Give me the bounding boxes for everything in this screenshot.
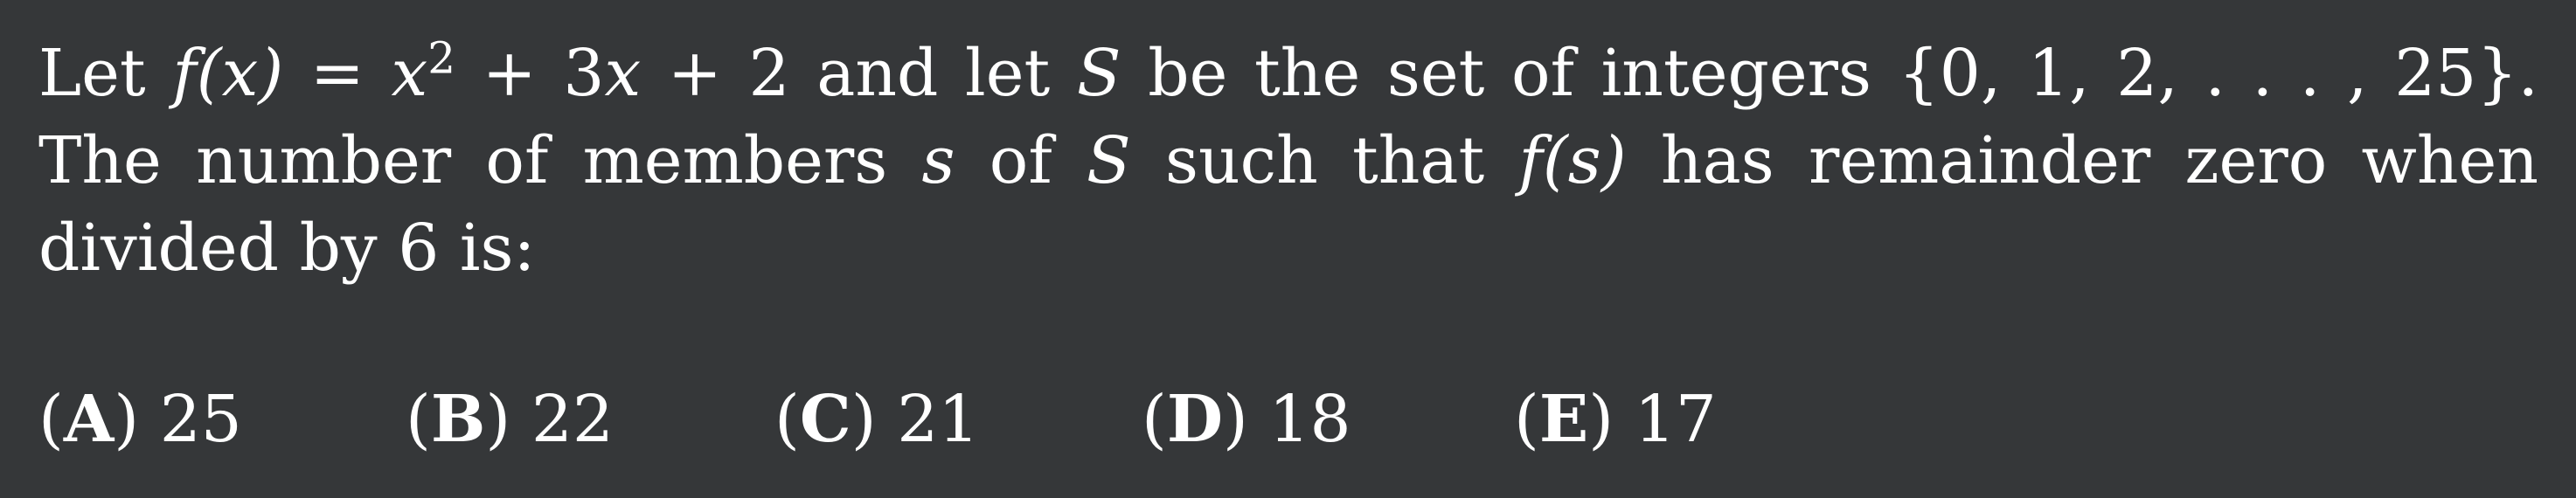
problem-statement [38, 30, 2538, 292]
stem-text: has remainder zero when divided by 6 is: [38, 123, 2538, 286]
variable-x: x [604, 36, 642, 111]
problem-stem [38, 30, 2538, 292]
choice-value: 17 [1634, 382, 1717, 457]
variable-x: x [391, 36, 428, 111]
stem-text: of [955, 123, 1087, 198]
set-S: S [1087, 123, 1131, 198]
function-f-of-x: f(x) [172, 36, 284, 111]
choice-c[interactable]: (C) 21 [774, 382, 980, 457]
set-S: S [1076, 36, 1121, 111]
choice-value: 25 [159, 382, 242, 457]
stem-text: + 3 [455, 36, 605, 111]
equals-sign: = [283, 36, 392, 111]
choice-e[interactable]: (E) 17 [1514, 382, 1717, 457]
choice-d[interactable]: (D) 18 [1142, 382, 1351, 457]
choice-a[interactable]: (A) 25 [38, 382, 242, 457]
stem-text: Let [38, 36, 173, 111]
stem-text: be the set of integers {0, 1, 2, . . . , 25}. The number of members [38, 36, 2538, 198]
function-f-of-s: f(s) [1518, 123, 1627, 198]
variable-s: s [921, 123, 955, 198]
choice-label: D [1166, 382, 1224, 457]
choice-b[interactable]: (B) 22 [406, 382, 614, 457]
choice-value: 21 [897, 382, 980, 457]
choice-label: A [63, 382, 115, 457]
choice-value: 18 [1268, 382, 1351, 457]
choice-value: 22 [531, 382, 614, 457]
stem-text: such that [1130, 123, 1519, 198]
choice-label: C [799, 382, 851, 457]
choice-label: E [1538, 382, 1589, 457]
stem-text: + 2 and let [641, 36, 1077, 111]
exponent: 2 [427, 32, 456, 84]
choice-label: B [430, 382, 486, 457]
